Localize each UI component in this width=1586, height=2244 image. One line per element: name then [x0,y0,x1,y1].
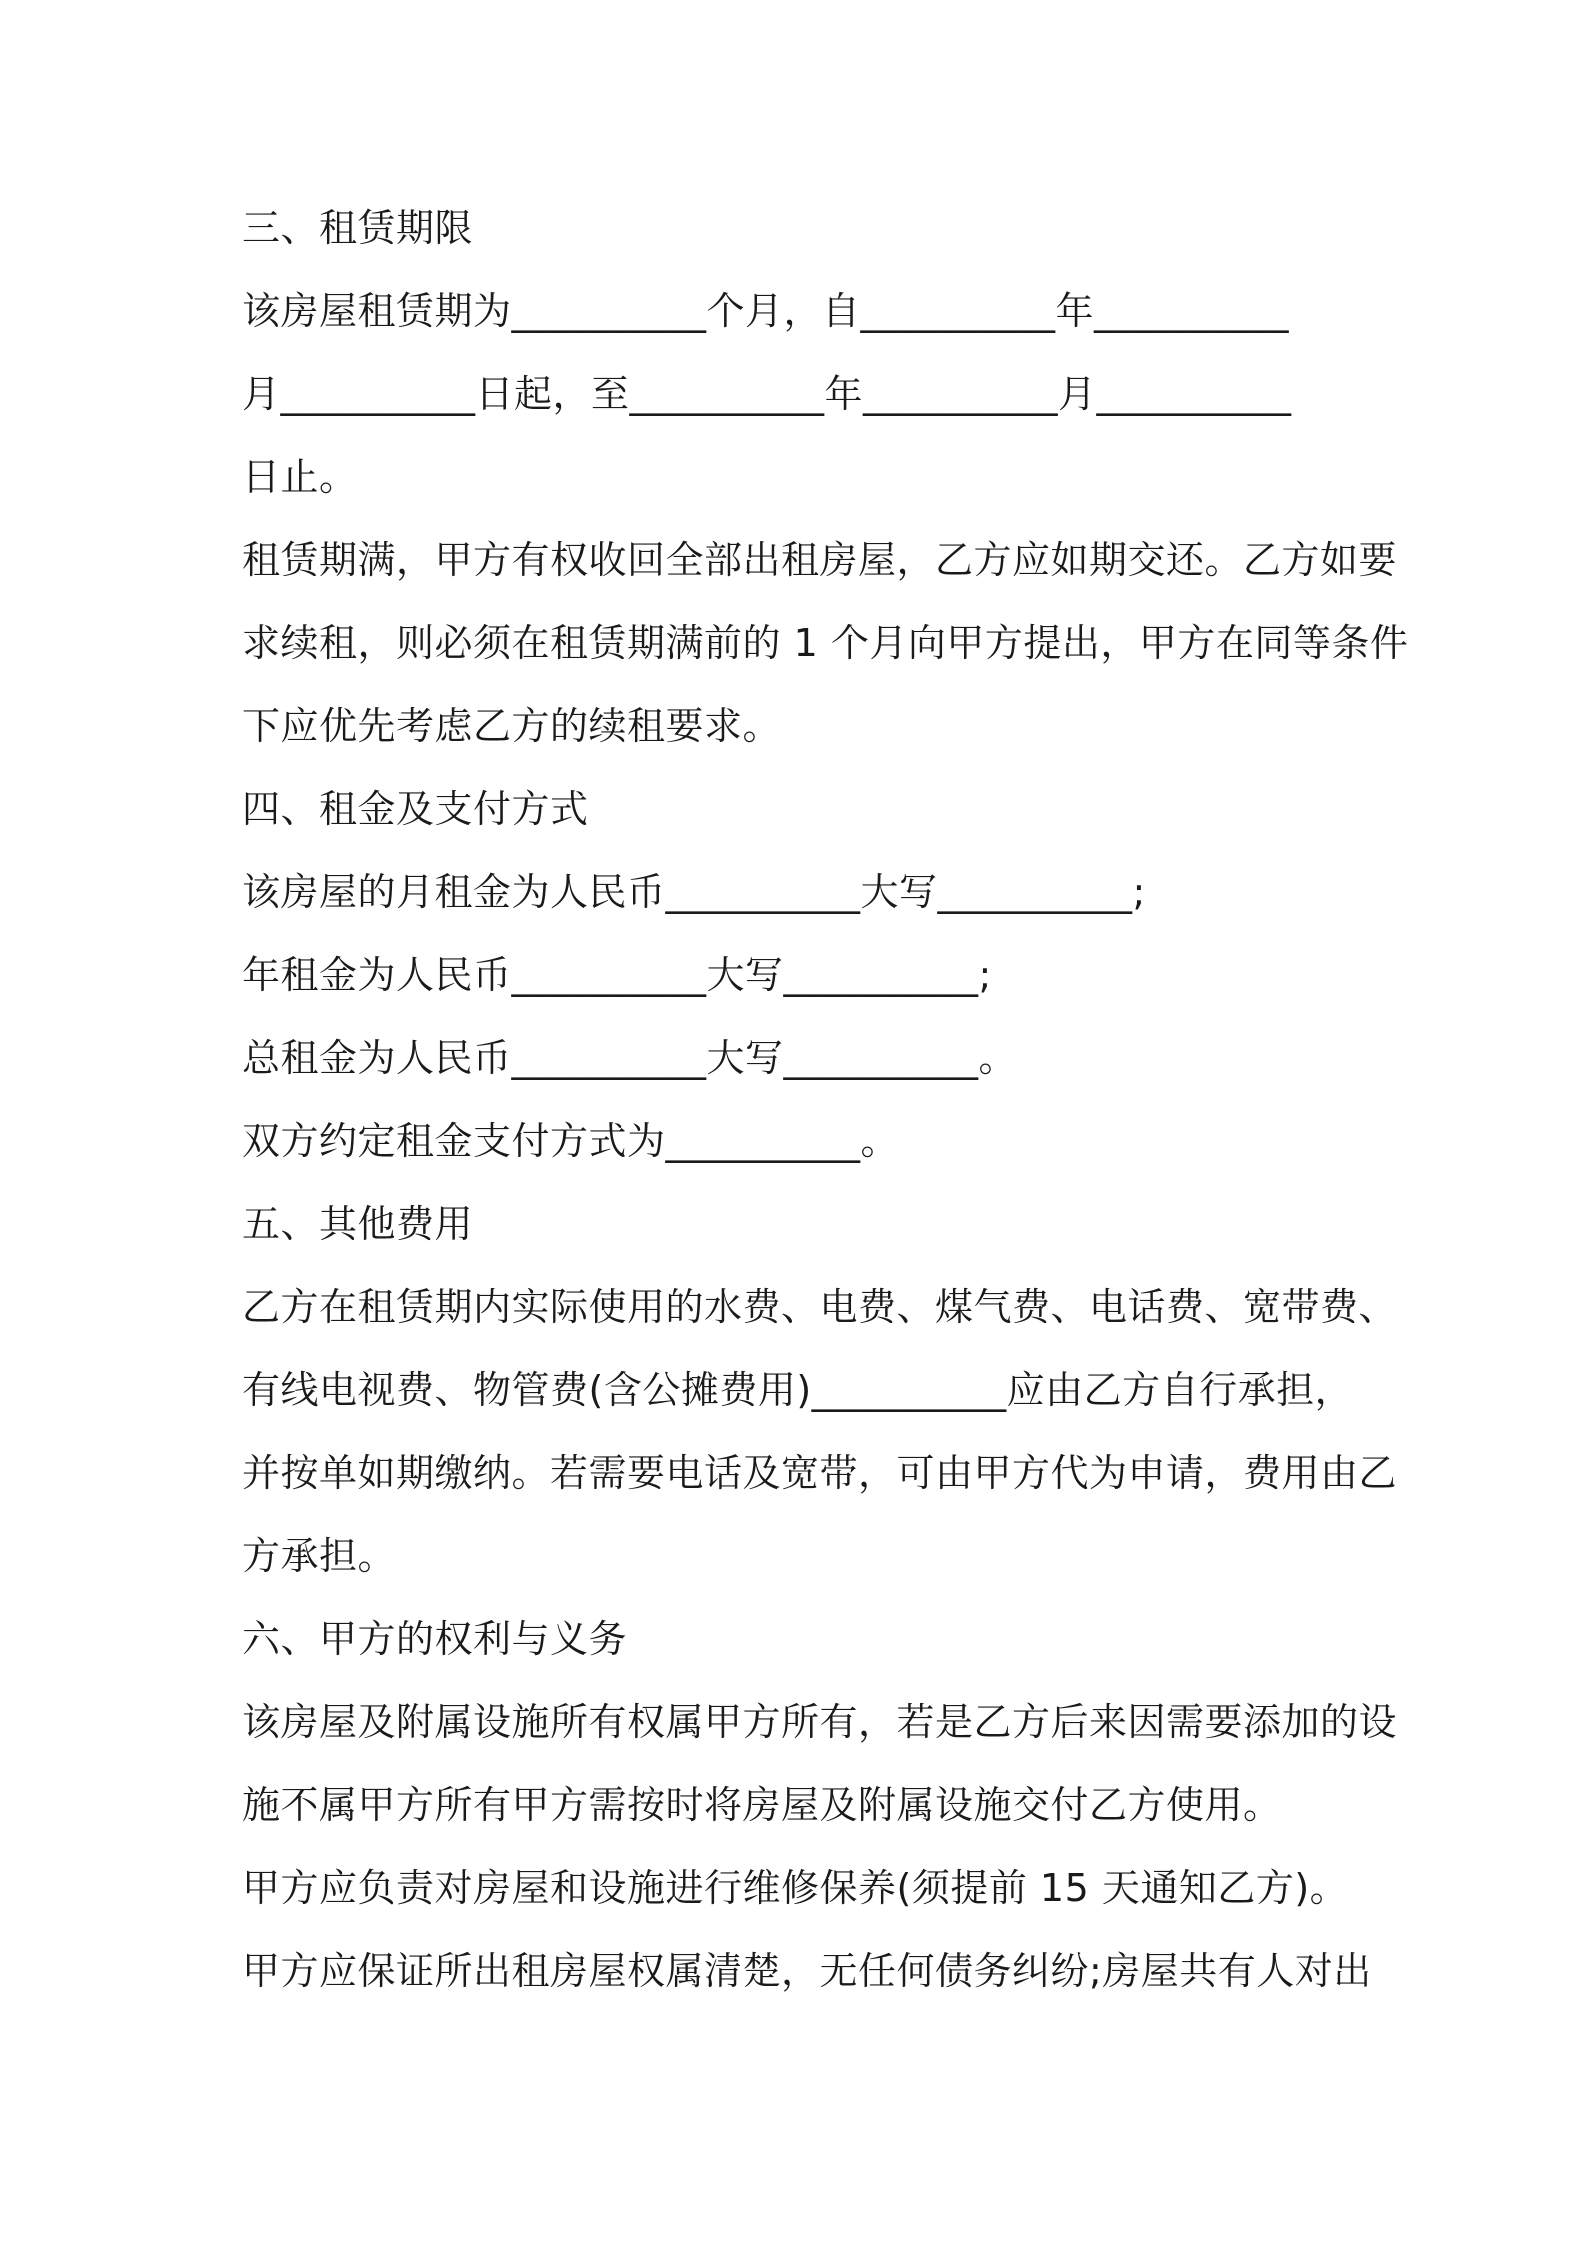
section-heading-party-a-rights: 六、甲方的权利与义务 [242,1617,628,1661]
paragraph-line: 日止。 [242,455,358,499]
paragraph-line: 有线电视费、物管费(含公摊费用)__________应由乙方自行承担， [242,1368,1354,1412]
paragraph-line: 该房屋的月租金为人民币__________大写__________; [242,870,1146,914]
paragraph-line: 下应优先考虑乙方的续租要求。 [242,704,782,748]
paragraph-line: 甲方应负责对房屋和设施进行维修保养(须提前 15 天通知乙方)。 [242,1866,1349,1910]
paragraph-line: 甲方应保证所出租房屋权属清楚，无任何债务纠纷;房屋共有人对出 [242,1949,1372,1993]
section-heading-other-fees: 五、其他费用 [242,1202,474,1246]
paragraph-line: 总租金为人民币__________大写__________。 [242,1036,1018,1080]
section-heading-lease-term: 三、租赁期限 [242,206,474,250]
paragraph-line: 双方约定租金支付方式为__________。 [242,1119,900,1163]
paragraph-line: 求续租，则必须在租赁期满前的 1 个月向甲方提出，甲方在同等条件 [242,621,1409,665]
paragraph-line: 该房屋租赁期为__________个月，自__________年__________ [242,289,1290,333]
paragraph-line: 租赁期满，甲方有权收回全部出租房屋，乙方应如期交还。乙方如要 [242,538,1398,582]
paragraph-line: 年租金为人民币__________大写__________; [242,953,992,997]
paragraph-line: 该房屋及附属设施所有权属甲方所有，若是乙方后来因需要添加的设 [242,1700,1398,1744]
paragraph-line: 乙方在租赁期内实际使用的水费、电费、煤气费、电话费、宽带费、 [242,1285,1398,1329]
paragraph-line: 并按单如期缴纳。若需要电话及宽带，可由甲方代为申请，费用由乙 [242,1451,1398,1495]
paragraph-line: 月__________日起，至__________年__________月__________ [242,372,1292,416]
section-heading-rent-payment: 四、租金及支付方式 [242,787,589,831]
document-body [242,200,1409,2026]
paragraph-line: 施不属甲方所有甲方需按时将房屋及附属设施交付乙方使用。 [242,1783,1282,1827]
paragraph-line: 方承担。 [242,1534,397,1578]
